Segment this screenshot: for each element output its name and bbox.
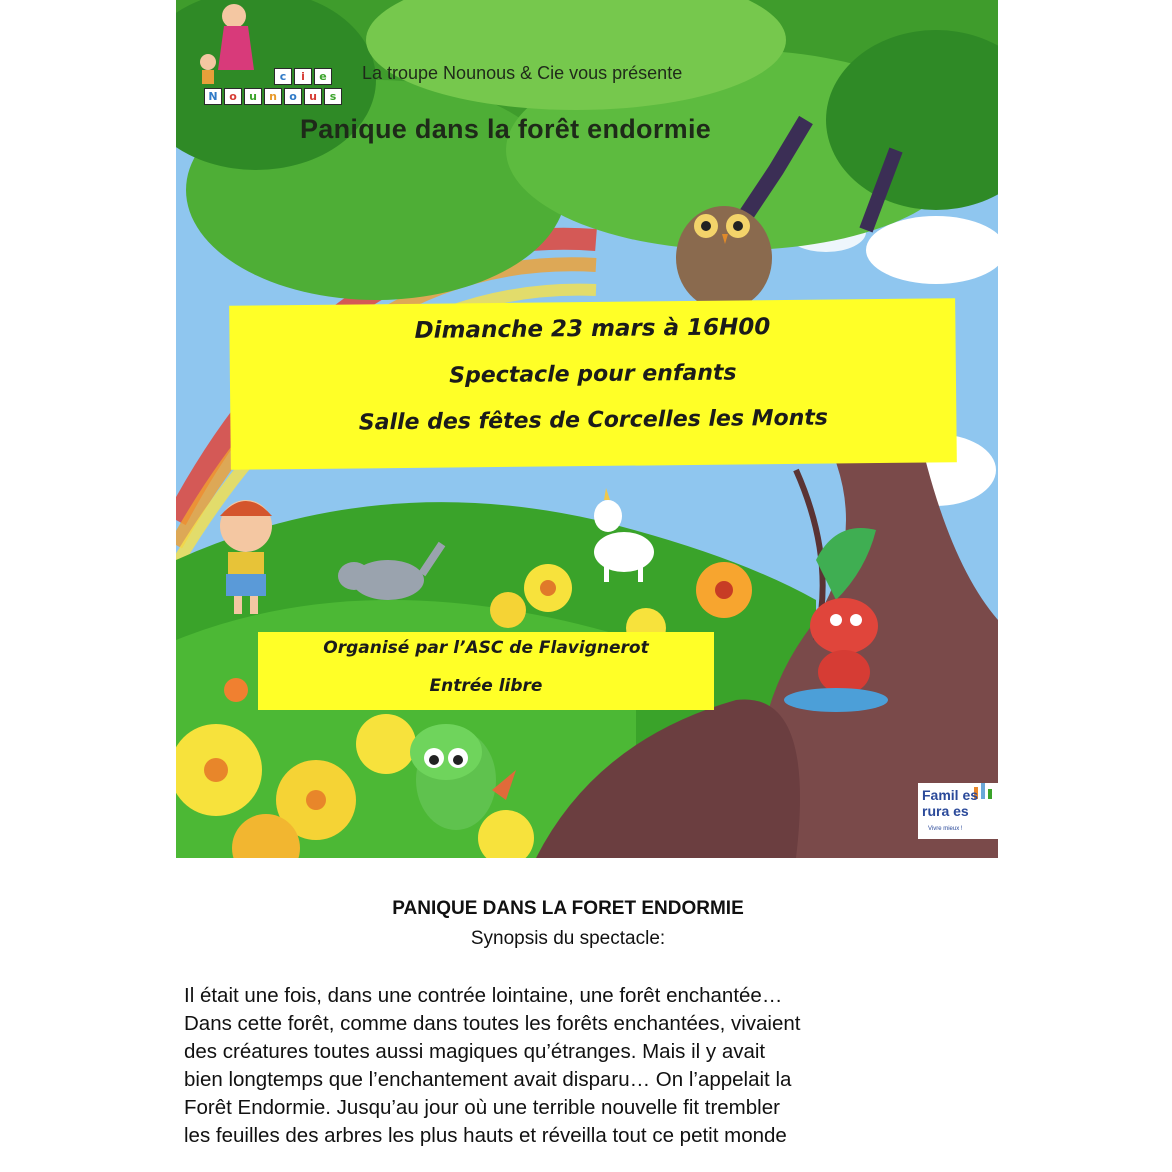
entry-text: Entrée libre [429,676,543,696]
synopsis-line: Dans cette forêt, comme dans toutes les forêts enchantées, vivaient [184,1012,801,1035]
owl-icon [676,206,772,310]
logo-block: u [244,88,262,105]
logo-block: n [264,88,282,105]
familles-rurales-logo [918,783,998,839]
synopsis-line: des créatures toutes aussi magiques qu’étranges. Mais il y avait [184,1040,766,1063]
synopsis-line: Forêt Endormie. Jusqu’au jour où une terrible nouvelle fit trembler [184,1096,780,1119]
synopsis-line: bien longtemps que l’enchantement avait disparu… On l’appelait la [184,1068,792,1091]
poster-title: Panique dans la forêt endormie [300,114,712,144]
logo-block: i [294,68,312,85]
logo-line1: Famil es [922,787,979,803]
logo-block: e [314,68,332,85]
document-subheading: Synopsis du spectacle: [470,928,666,949]
logo-line2: rura es [922,803,969,819]
logo-block: c [274,68,292,85]
event-info-box [229,298,957,470]
event-venue: Salle des fêtes de Corcelles les Monts [358,405,829,436]
logo-tagline: Vivre mieux ! [928,826,963,832]
logo-block: N [204,88,222,105]
organizer-text: Organisé par l’ASC de Flavignerot [323,638,649,658]
synopsis-line: les feuilles des arbres les plus hauts et réveilla tout ce petit monde [184,1124,787,1147]
logo-block: s [324,88,342,105]
document-heading: PANIQUE DANS LA FORET ENDORMIE [392,898,744,919]
presents-line: La troupe Nounous & Cie vous présente [362,63,683,83]
synopsis-paragraph [184,982,964,1150]
logo-block: u [304,88,322,105]
nounous-cie-logo [198,66,356,106]
poster [176,0,998,858]
event-date-time: Dimanche 23 mars à 16H00 [414,314,771,344]
logo-block: o [284,88,302,105]
event-type: Spectacle pour enfants [449,360,737,389]
organizer-box [258,632,714,710]
synopsis-line: Il était une fois, dans une contrée lointaine, une forêt enchantée… [184,984,783,1007]
logo-block: o [224,88,242,105]
